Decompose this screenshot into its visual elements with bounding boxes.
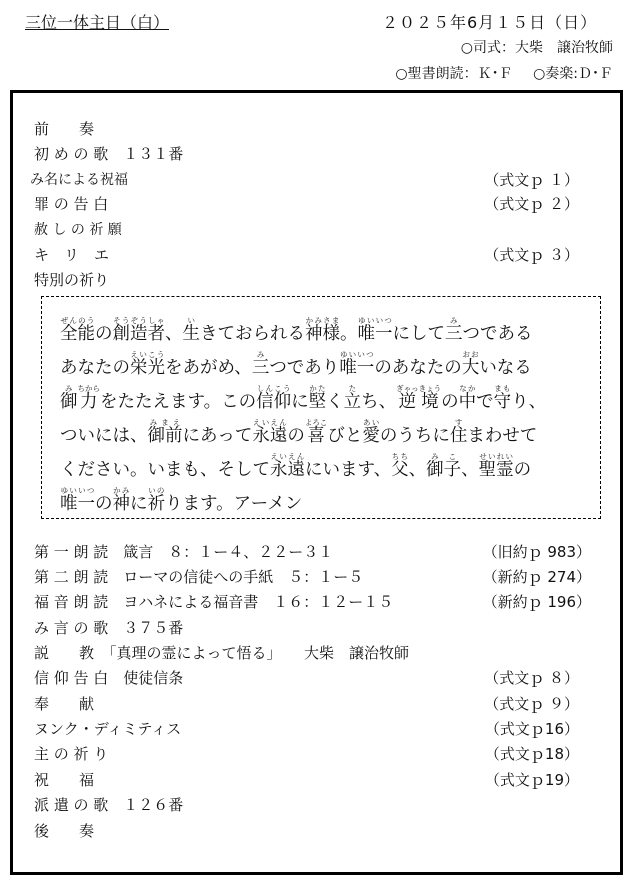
prayer-ruby-word	[479, 452, 514, 480]
reading-label: 説 教 「真理の霊によって悟る」 大柴 譲治牧師	[34, 644, 410, 662]
prayer-text: にあって	[182, 425, 253, 446]
prayer-text: まわせて	[467, 425, 538, 446]
prayer-ruby-word	[78, 384, 101, 412]
prayer-ruby-word	[113, 316, 166, 344]
prayer-ruby-word	[344, 384, 362, 412]
prayer-text: に	[130, 493, 148, 514]
reading-label: 主 の 祈 り	[34, 745, 109, 763]
reader: ○聖書朗読：Ｋ･Ｆ	[395, 66, 513, 82]
prayer-word: 愛	[362, 425, 380, 446]
prayer-ruby-word	[462, 350, 480, 378]
order-item	[34, 143, 591, 164]
prayer-word: 栄光	[130, 357, 165, 378]
reading-item	[34, 718, 591, 739]
order-item-label: 前 奏	[34, 120, 95, 138]
prayer-word: 全能	[60, 323, 95, 344]
prayer-text: く	[326, 391, 344, 412]
prayer-line	[60, 445, 590, 479]
prayer-text: 、	[461, 459, 479, 480]
service-title: 三位一体主日（白）	[25, 13, 170, 32]
prayer-furigana: かみ	[112, 485, 130, 495]
prayer-word: 御前	[147, 425, 183, 446]
prayer-furigana: み	[60, 383, 78, 393]
prayer-furigana: なか	[458, 383, 477, 393]
prayer-text: ください。いまも、そして	[60, 459, 270, 480]
reading-ref: （旧約ｐ 983）	[482, 543, 591, 561]
prayer-text: ついには、	[60, 425, 148, 446]
reading-label: ヌンク・ディミティス	[34, 720, 182, 738]
prayer-furigana: せいれい	[478, 451, 514, 461]
prayer-furigana: ぎゃっきょう	[396, 383, 442, 393]
reading-ref: （式文ｐ18）	[484, 745, 579, 763]
prayer-ruby-word	[309, 384, 327, 412]
special-prayer-box	[41, 296, 601, 519]
prayer-furigana: ゆいいつ	[339, 349, 375, 359]
prayer-word: 唯一	[339, 357, 375, 378]
prayer-ruby-word	[358, 316, 393, 344]
prayer-word: 喜	[304, 425, 328, 446]
prayer-text: 、	[408, 459, 427, 480]
prayer-text: の	[287, 425, 305, 446]
prayer-text: いなる	[479, 357, 532, 378]
service-date: ２０２５年6月１５日（日）	[382, 13, 598, 32]
prayer-ruby-word	[305, 316, 340, 344]
reading-label: 第 一 朗 読 箴言 ８：１ー４、２２ー３１	[34, 543, 334, 561]
officiant: ○司式：大柴 譲治牧師	[460, 40, 613, 56]
reading-ref: （式文ｐ19）	[484, 771, 579, 789]
prayer-line	[60, 309, 590, 343]
prayer-word: 生	[182, 323, 200, 344]
prayer-furigana: い	[182, 315, 200, 325]
prayer-ruby-word	[305, 418, 328, 446]
prayer-text: の	[95, 323, 113, 344]
reading-item	[34, 566, 591, 587]
prayer-word: 御子	[426, 459, 462, 480]
prayer-line	[60, 377, 590, 411]
prayer-text: で	[476, 391, 494, 412]
reading-item	[34, 743, 591, 764]
prayer-furigana: まも	[493, 383, 512, 393]
prayer-ruby-word	[426, 452, 461, 480]
prayer-furigana: た	[343, 383, 362, 393]
prayer-furigana: えいえん	[252, 417, 288, 427]
prayer-ruby-word	[148, 418, 183, 446]
prayer-furigana: み	[445, 315, 463, 325]
reading-ref: （新約ｐ 196）	[482, 593, 591, 611]
prayer-furigana: そうぞうしゃ	[112, 315, 165, 325]
prayer-text: ります。アーメン	[165, 493, 303, 514]
prayer-furigana: す	[449, 417, 468, 427]
reading-label: 奉 献	[34, 695, 95, 713]
prayer-text: をたたえます。この	[100, 391, 257, 412]
prayer-word: 中	[458, 391, 477, 412]
prayer-word: 神	[112, 493, 130, 514]
prayer-word: 大	[461, 357, 480, 378]
prayer-text: をあがめ、	[165, 357, 252, 378]
reading-ref: （新約ｐ 274）	[482, 568, 591, 586]
prayer-ruby-word	[362, 418, 380, 446]
order-item-ref: （式文ｐ ２）	[484, 195, 579, 213]
reading-label: み 言 の 歌 ３７５番	[34, 619, 184, 637]
order-item-label: キ リ エ	[34, 246, 110, 264]
prayer-word: 御	[60, 391, 78, 412]
reading-item	[34, 693, 591, 714]
prayer-furigana: みまえ	[147, 417, 183, 427]
prayer-furigana: かた	[308, 383, 327, 393]
prayer-text: つである	[462, 323, 533, 344]
prayer-furigana: おお	[461, 349, 480, 359]
prayer-ruby-word	[450, 418, 468, 446]
prayer-text: の	[513, 459, 532, 480]
reading-item	[34, 794, 591, 815]
prayer-furigana: み	[251, 349, 270, 359]
prayer-furigana: かみさま	[305, 315, 340, 325]
prayer-ruby-word	[391, 452, 409, 480]
prayer-furigana: よろこ	[304, 417, 328, 427]
prayer-word: 立	[343, 391, 362, 412]
prayer-ruby-word	[459, 384, 477, 412]
order-item	[34, 118, 591, 139]
prayer-ruby-word	[396, 384, 441, 412]
prayer-word: 守	[493, 391, 512, 412]
reading-ref: （式文ｐ ９）	[484, 695, 579, 713]
reading-ref: （式文ｐ16）	[484, 720, 579, 738]
prayer-ruby-word	[130, 350, 165, 378]
reading-label: 派 遣 の 歌 １２６番	[34, 796, 184, 814]
prayer-text: きておられる	[200, 323, 305, 344]
prayer-ruby-word	[113, 486, 131, 514]
prayer-ruby-word	[148, 486, 166, 514]
prayer-word: 永遠	[270, 459, 305, 480]
prayer-ruby-word	[60, 486, 95, 514]
prayer-text: にして	[392, 323, 445, 344]
prayer-text: つであり	[269, 357, 340, 378]
order-item	[30, 169, 591, 189]
reading-item	[34, 820, 591, 841]
reading-label: 信 仰 告 白 使徒信条	[34, 669, 184, 687]
order-item-label: 特別の祈り	[34, 271, 110, 289]
prayer-text: 。	[340, 323, 358, 344]
prayer-word: 永遠	[252, 425, 288, 446]
reading-item	[34, 769, 591, 790]
prayer-ruby-word	[60, 316, 95, 344]
reading-item	[34, 591, 591, 612]
order-item-label: 初 め の 歌 １３１番	[34, 145, 184, 163]
order-item	[34, 219, 591, 239]
order-item-label: み名による祝福	[30, 172, 128, 188]
prayer-ruby-word	[339, 350, 374, 378]
prayer-text: びと	[327, 425, 363, 446]
prayer-line	[60, 343, 590, 377]
prayer-text: に	[291, 391, 309, 412]
reading-label: 祝 福	[34, 771, 95, 789]
order-item	[34, 193, 591, 214]
prayer-furigana: いの	[147, 485, 165, 495]
prayer-ruby-word	[183, 316, 201, 344]
prayer-furigana: あい	[362, 417, 380, 427]
prayer-furigana: ちち	[391, 451, 409, 461]
reading-label: 第 二 朗 読 ローマの信徒への手紙 ５：１ー５	[34, 568, 364, 586]
prayer-word: 三	[251, 357, 270, 378]
prayer-text: の	[441, 391, 459, 412]
reading-label: 福 音 朗 読 ヨハネによる福音書 １６：１２ー１５	[34, 593, 394, 611]
order-item-label: 罪 の 告 白	[34, 195, 109, 213]
prayer-word: 聖霊	[478, 459, 514, 480]
prayer-word: 神様	[305, 323, 340, 344]
prayer-text: り、	[511, 391, 547, 412]
prayer-furigana: みこ	[426, 451, 462, 461]
prayer-word: 信仰	[256, 391, 292, 412]
prayer-text: ち、	[361, 391, 397, 412]
reading-item	[34, 667, 591, 688]
prayer-word: 逆境	[396, 391, 442, 412]
prayer-furigana: えいえん	[270, 451, 305, 461]
reading-item	[34, 642, 591, 663]
prayer-text: のあなたの	[374, 357, 462, 378]
reader-and-music	[395, 63, 613, 83]
prayer-text: の	[95, 493, 113, 514]
prayer-word: 三	[445, 323, 463, 344]
prayer-furigana: ゆいいつ	[357, 315, 393, 325]
order-item-ref: （式文ｐ ３）	[484, 246, 579, 264]
order-item	[34, 244, 591, 265]
prayer-furigana: しんこう	[256, 383, 292, 393]
prayer-word: 住	[449, 425, 468, 446]
prayer-ruby-word	[270, 452, 305, 480]
prayer-furigana: ゆいいつ	[60, 485, 95, 495]
prayer-word: 力	[77, 391, 100, 412]
prayer-furigana: ぜんのう	[60, 315, 95, 325]
prayer-ruby-word	[445, 316, 463, 344]
prayer-word: 創造者	[112, 323, 165, 344]
prayer-text: 、	[165, 323, 183, 344]
prayer-word: 唯一	[357, 323, 393, 344]
music: ○奏楽:Ｄ･Ｆ	[533, 66, 613, 82]
prayer-ruby-word	[252, 418, 287, 446]
prayer-line	[60, 411, 590, 445]
prayer-line	[60, 479, 590, 513]
prayer-text: のうちに	[379, 425, 450, 446]
order-item-label: 赦 し の 祈 願	[34, 222, 122, 238]
prayer-word: 父	[391, 459, 409, 480]
order-item	[34, 269, 591, 290]
prayer-ruby-word	[60, 384, 78, 412]
order-item-ref: （式文ｐ １）	[484, 171, 579, 189]
prayer-word: 堅	[308, 391, 327, 412]
prayer-ruby-word	[256, 384, 291, 412]
reading-label: 後 奏	[34, 822, 95, 840]
prayer-word: 唯一	[60, 493, 95, 514]
prayer-ruby-word	[252, 350, 270, 378]
prayer-furigana: ちから	[77, 383, 100, 393]
prayer-furigana: えいこう	[130, 349, 165, 359]
reading-item	[34, 541, 591, 562]
prayer-word: 祈	[147, 493, 165, 514]
prayer-text: あなたの	[60, 357, 130, 378]
reading-ref: （式文ｐ ８）	[484, 669, 579, 687]
reading-item	[34, 617, 591, 638]
prayer-ruby-word	[494, 384, 512, 412]
prayer-text: にいます、	[305, 459, 392, 480]
